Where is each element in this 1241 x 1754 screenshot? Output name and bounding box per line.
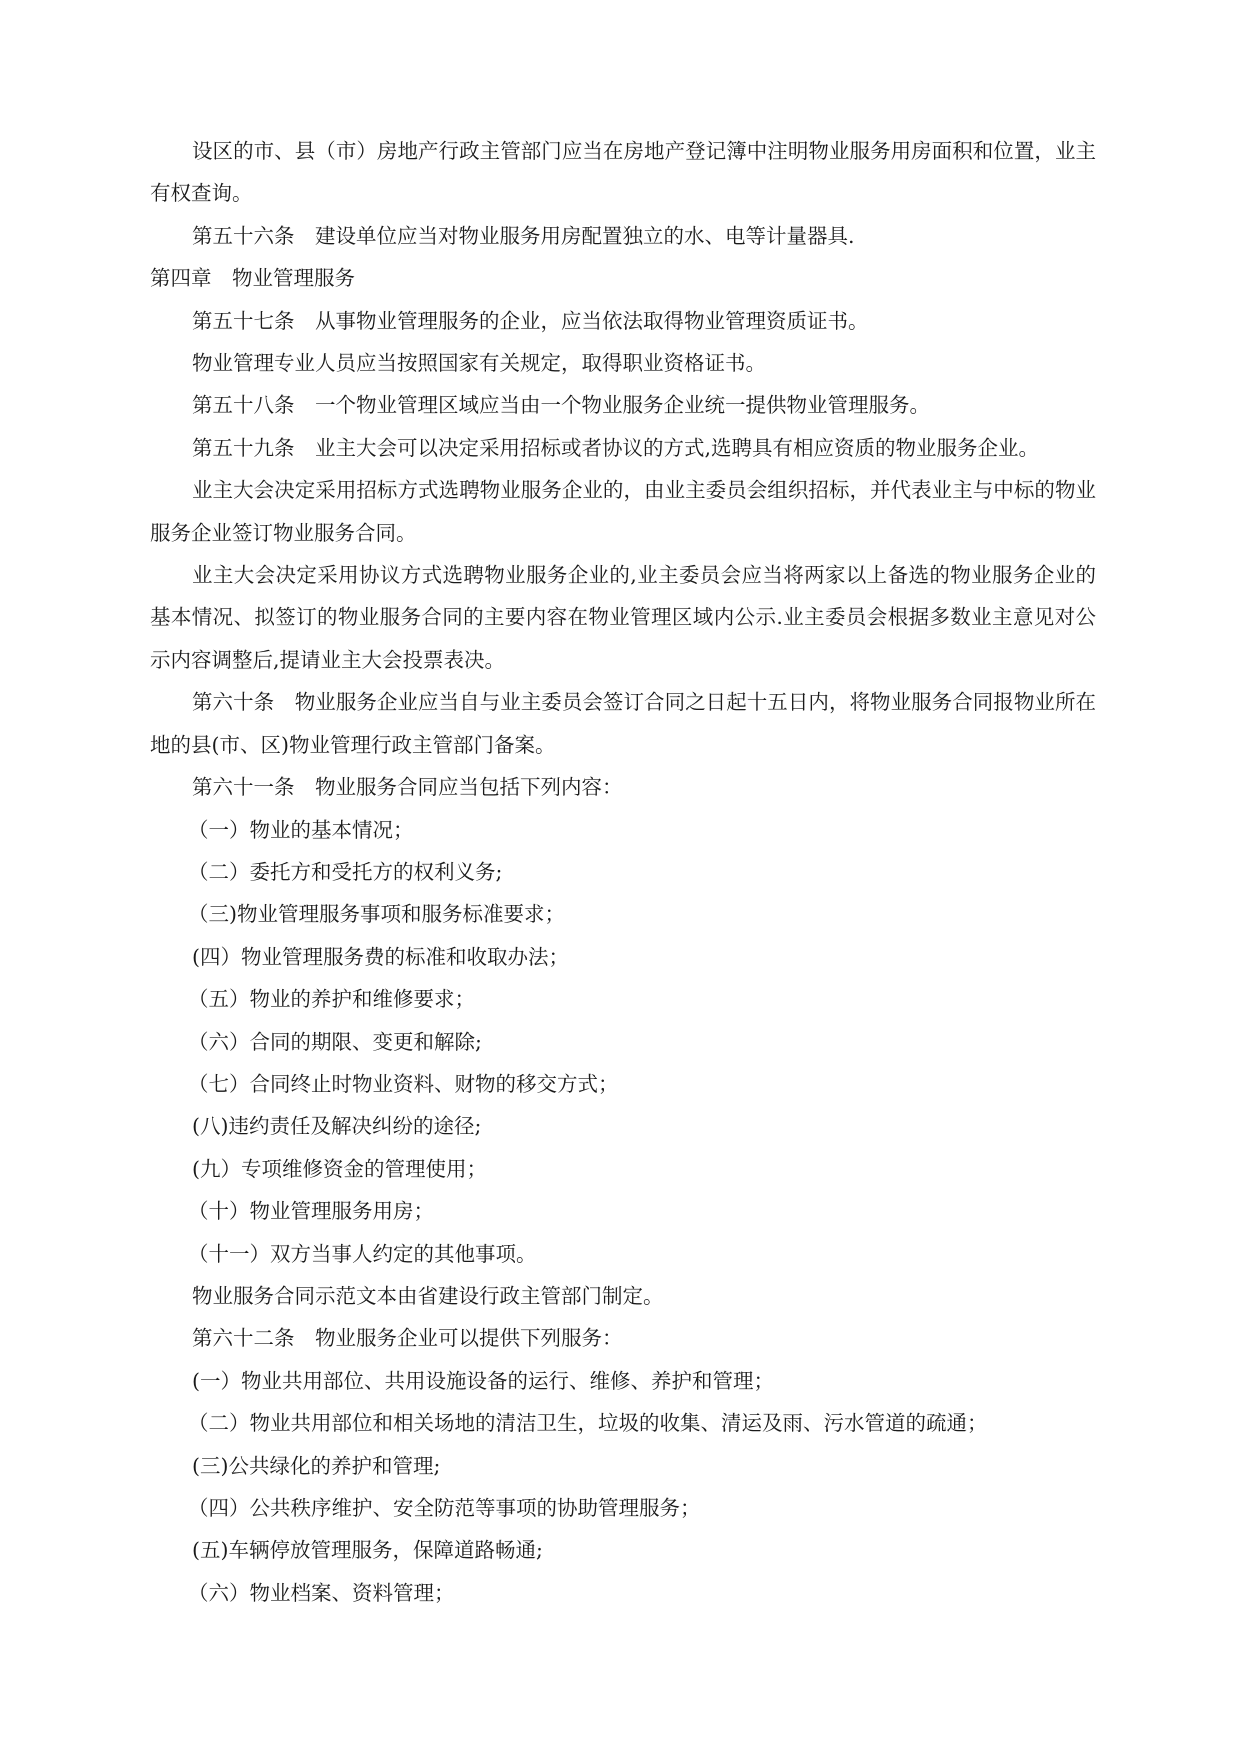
paragraph: （七）合同终止时物业资料、财物的移交方式； <box>188 1071 619 1096</box>
paragraph: 设区的市、县（市）房地产行政主管部门应当在房地产登记簿中注明物业服务用房面积和位置，业主有权查询。 <box>150 139 1096 206</box>
paragraph: 第六十一条 物业服务合同应当包括下列内容： <box>192 775 623 800</box>
paragraph: （六）物业档案、资料管理； <box>188 1580 455 1605</box>
paragraph: 业主大会决定采用协议方式选聘物业服务企业的,业主委员会应当将两家以上备选的物业服务企业的基本情况、拟签订的物业服务合同的主要内容在物业管理区域内公示.业主委员会根据多数业主意见对公示内容调整后,提请业主大会投票表决。 <box>150 563 1096 672</box>
paragraph: 第四章 物业管理服务 <box>150 266 355 291</box>
paragraph: (八)违约责任及解决纠纷的途径; <box>192 1114 482 1139</box>
paragraph: （二）委托方和受托方的权利义务; <box>188 859 503 884</box>
paragraph: （三)物业管理服务事项和服务标准要求； <box>188 902 565 927</box>
paragraph: (五)车辆停放管理服务，保障道路畅通; <box>192 1538 543 1563</box>
paragraph: （五）物业的养护和维修要求； <box>188 987 475 1012</box>
paragraph: 第六十二条 物业服务企业可以提供下列服务： <box>192 1326 623 1351</box>
paragraph: （四）公共秩序维护、安全防范等事项的协助管理服务； <box>188 1496 701 1520</box>
paragraph: 业主大会决定采用招标方式选聘物业服务企业的，由业主委员会组织招标，并代表业主与中标的物业服务企业签订物业服务合同。 <box>150 478 1096 545</box>
document-body <box>150 130 1096 1614</box>
paragraph: （十）物业管理服务用房； <box>188 1199 434 1224</box>
paragraph: （六）合同的期限、变更和解除; <box>188 1029 482 1054</box>
paragraph: (三)公共绿化的养护和管理; <box>192 1453 441 1478</box>
paragraph: 第五十六条 建设单位应当对物业服务用房配置独立的水、电等计量器具. <box>192 223 855 248</box>
paragraph: （二）物业共用部位和相关场地的清洁卫生，垃圾的收集、清运及雨、污水管道的疏通； <box>188 1411 988 1436</box>
paragraph: 第五十七条 从事物业管理服务的企业，应当依法取得物业管理资质证书。 <box>192 308 869 333</box>
paragraph: 第五十八条 一个物业管理区域应当由一个物业服务企业统一提供物业管理服务。 <box>192 393 930 418</box>
paragraph: （一）物业的基本情况； <box>188 817 414 842</box>
paragraph: （十一）双方当事人约定的其他事项。 <box>188 1241 537 1266</box>
paragraph: (一）物业共用部位、共用设施设备的运行、维修、养护和管理； <box>192 1368 774 1393</box>
paragraph: (九）专项维修资金的管理使用； <box>192 1156 487 1181</box>
paragraph: 物业管理专业人员应当按照国家有关规定，取得职业资格证书。 <box>192 351 766 376</box>
paragraph: 第六十条 物业服务企业应当自与业主委员会签订合同之日起十五日内，将物业服务合同报物业所在地的县(市、区)物业管理行政主管部门备案。 <box>150 690 1096 757</box>
paragraph: 物业服务合同示范文本由省建设行政主管部门制定。 <box>192 1283 664 1308</box>
paragraph: (四）物业管理服务费的标准和收取办法； <box>192 944 569 969</box>
paragraph: 第五十九条 业主大会可以决定采用招标或者协议的方式,选聘具有相应资质的物业服务企业。 <box>192 435 1040 460</box>
